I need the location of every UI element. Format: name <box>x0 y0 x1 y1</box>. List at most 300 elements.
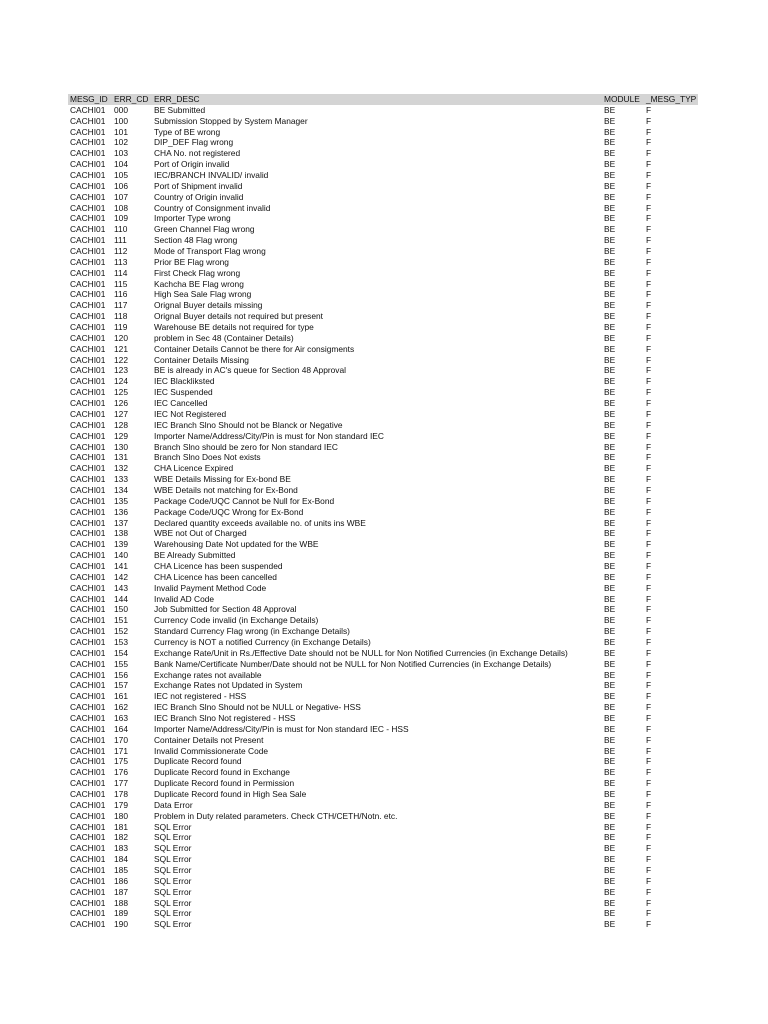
cell-mesg-typ: F <box>646 484 652 495</box>
cell-mesg-id: CACHI01 <box>70 799 106 810</box>
table-row <box>68 735 698 746</box>
cell-mesg-typ: F <box>646 604 652 615</box>
cell-module: BE <box>604 843 616 854</box>
cell-err-cd: 153 <box>114 636 128 647</box>
cell-mesg-id: CACHI01 <box>70 495 106 506</box>
cell-err-desc: CHA Licence has been cancelled <box>154 571 277 582</box>
cell-err-cd: 106 <box>114 180 128 191</box>
cell-module: BE <box>604 267 616 278</box>
cell-mesg-id: CACHI01 <box>70 354 106 365</box>
cell-module: BE <box>604 528 616 539</box>
cell-mesg-typ: F <box>646 398 652 409</box>
cell-module: BE <box>604 463 616 474</box>
cell-mesg-id: CACHI01 <box>70 658 106 669</box>
cell-module: BE <box>604 778 616 789</box>
table-row <box>68 463 698 474</box>
table-row <box>68 398 698 409</box>
cell-module: BE <box>604 658 616 669</box>
cell-module: BE <box>604 702 616 713</box>
cell-err-cd: 171 <box>114 745 128 756</box>
cell-mesg-id: CACHI01 <box>70 615 106 626</box>
cell-mesg-id: CACHI01 <box>70 376 106 387</box>
cell-err-cd: 135 <box>114 495 128 506</box>
cell-mesg-id: CACHI01 <box>70 745 106 756</box>
cell-err-cd: 183 <box>114 843 128 854</box>
header-err-cd: ERR_CD <box>114 94 149 104</box>
cell-err-cd: 189 <box>114 908 128 919</box>
cell-err-desc: Package Code/UQC Cannot be Null for Ex-Bond <box>154 495 335 506</box>
table-row <box>68 148 698 159</box>
cell-err-cd: 178 <box>114 789 128 799</box>
cell-module: BE <box>604 452 616 463</box>
cell-err-desc: Submission Stopped by System Manager <box>154 115 308 126</box>
cell-module: BE <box>604 767 616 778</box>
cell-err-cd: 175 <box>114 756 128 767</box>
cell-mesg-typ: F <box>646 908 652 919</box>
cell-mesg-id: CACHI01 <box>70 734 106 745</box>
cell-mesg-id: CACHI01 <box>70 626 106 637</box>
cell-mesg-typ: F <box>646 778 652 789</box>
cell-err-desc: Problem in Duty related parameters. Check CTH/CETH/Notn. etc. <box>154 810 398 821</box>
cell-err-desc: Duplicate Record found in Exchange <box>154 767 290 778</box>
cell-module: BE <box>604 712 616 723</box>
cell-mesg-typ: F <box>646 539 652 550</box>
cell-mesg-id: CACHI01 <box>70 387 106 398</box>
cell-err-desc: Port of Shipment invalid <box>154 180 243 191</box>
cell-mesg-id: CACHI01 <box>70 463 106 474</box>
cell-err-desc: IEC Blackliksted <box>154 376 215 387</box>
cell-module: BE <box>604 886 616 897</box>
cell-err-desc: IEC Cancelled <box>154 398 208 409</box>
cell-err-cd: 109 <box>114 213 128 224</box>
cell-mesg-typ: F <box>646 170 652 181</box>
cell-mesg-typ: F <box>646 322 652 333</box>
cell-module: BE <box>604 419 616 430</box>
header-module: MODULE <box>604 94 640 104</box>
cell-err-desc: Invalid AD Code <box>154 593 215 604</box>
cell-err-cd: 124 <box>114 376 128 387</box>
cell-mesg-typ: F <box>646 756 652 767</box>
cell-err-desc: Currency Code invalid (in Exchange Details) <box>154 615 319 626</box>
cell-module: BE <box>604 235 616 246</box>
cell-module: BE <box>604 213 616 224</box>
cell-err-cd: 130 <box>114 441 128 452</box>
cell-err-desc: Green Channel Flag wrong <box>154 224 255 235</box>
cell-mesg-id: CACHI01 <box>70 875 106 886</box>
cell-mesg-typ: F <box>646 213 652 224</box>
cell-module: BE <box>604 865 616 876</box>
cell-mesg-typ: F <box>646 528 652 539</box>
table-row <box>68 387 698 398</box>
cell-err-cd: 186 <box>114 875 128 886</box>
table-row <box>68 268 698 279</box>
cell-err-cd: 137 <box>114 517 128 528</box>
cell-mesg-typ: F <box>646 452 652 463</box>
table-row <box>68 409 698 420</box>
table-row <box>68 474 698 485</box>
cell-mesg-id: CACHI01 <box>70 571 106 582</box>
cell-mesg-typ: F <box>646 615 652 626</box>
table-row <box>68 789 698 800</box>
table-row <box>68 518 698 529</box>
cell-module: BE <box>604 137 616 148</box>
cell-mesg-typ: F <box>646 180 652 191</box>
table-row <box>68 756 698 767</box>
cell-err-desc: SQL Error <box>154 865 192 876</box>
cell-mesg-id: CACHI01 <box>70 398 106 409</box>
cell-mesg-typ: F <box>646 235 652 246</box>
cell-err-cd: 121 <box>114 343 128 354</box>
cell-err-cd: 142 <box>114 571 128 582</box>
cell-mesg-id: CACHI01 <box>70 137 106 148</box>
cell-module: BE <box>604 919 616 930</box>
cell-err-cd: 157 <box>114 680 128 691</box>
cell-mesg-id: CACHI01 <box>70 246 106 257</box>
cell-err-cd: 139 <box>114 539 128 550</box>
cell-mesg-id: CACHI01 <box>70 365 106 376</box>
cell-err-cd: 114 <box>114 267 128 278</box>
cell-module: BE <box>604 343 616 354</box>
cell-err-cd: 126 <box>114 398 128 409</box>
cell-mesg-id: CACHI01 <box>70 767 106 778</box>
cell-err-desc: SQL Error <box>154 886 192 897</box>
cell-module: BE <box>604 832 616 843</box>
table-row <box>68 822 698 833</box>
table-row <box>68 648 698 659</box>
table-row <box>68 811 698 822</box>
cell-module: BE <box>604 647 616 658</box>
table-row <box>68 919 698 930</box>
cell-mesg-typ: F <box>646 441 652 452</box>
cell-err-desc: Job Submitted for Section 48 Approval <box>154 604 297 615</box>
table-row <box>68 181 698 192</box>
cell-err-cd: 129 <box>114 430 128 441</box>
cell-err-desc: SQL Error <box>154 843 192 854</box>
cell-err-cd: 122 <box>114 354 128 365</box>
cell-err-desc: Orignal Buyer details missing <box>154 300 263 311</box>
cell-mesg-id: CACHI01 <box>70 723 106 734</box>
cell-mesg-typ: F <box>646 343 652 354</box>
cell-mesg-id: CACHI01 <box>70 484 106 495</box>
cell-mesg-typ: F <box>646 702 652 713</box>
table-row <box>68 442 698 453</box>
cell-err-cd: 101 <box>114 126 128 137</box>
cell-err-desc: IEC Branch Slno Not registered - HSS <box>154 712 296 723</box>
cell-module: BE <box>604 332 616 343</box>
cell-module: BE <box>604 311 616 322</box>
cell-err-desc: Branch Slno should be zero for Non standard IEC <box>154 441 338 452</box>
table-row <box>68 507 698 518</box>
cell-err-cd: 161 <box>114 691 128 702</box>
cell-err-desc: First Check Flag wrong <box>154 267 241 278</box>
table-row <box>68 702 698 713</box>
cell-module: BE <box>604 115 616 126</box>
cell-err-cd: 120 <box>114 332 128 343</box>
cell-mesg-id: CACHI01 <box>70 235 106 246</box>
cell-mesg-typ: F <box>646 387 652 398</box>
cell-err-cd: 185 <box>114 865 128 876</box>
cell-mesg-typ: F <box>646 104 652 115</box>
cell-module: BE <box>604 365 616 376</box>
cell-mesg-id: CACHI01 <box>70 289 106 300</box>
cell-err-desc: BE is already in AC's queue for Section 48 Approval <box>154 365 347 376</box>
table-row <box>68 127 698 138</box>
cell-err-desc: Exchange Rates not Updated in System <box>154 680 303 691</box>
cell-mesg-typ: F <box>646 159 652 170</box>
cell-err-cd: 150 <box>114 604 128 615</box>
table-row <box>68 203 698 214</box>
cell-err-desc: Importer Name/Address/City/Pin is must for Non standard IEC - HSS <box>154 723 409 734</box>
cell-mesg-typ: F <box>646 875 652 886</box>
cell-err-cd: 128 <box>114 419 128 430</box>
cell-err-cd: 116 <box>114 289 128 300</box>
cell-mesg-typ: F <box>646 289 652 300</box>
cell-mesg-id: CACHI01 <box>70 115 106 126</box>
table-row <box>68 257 698 268</box>
table-row <box>68 691 698 702</box>
cell-err-desc: Invalid Commissionerate Code <box>154 745 269 756</box>
cell-mesg-id: CACHI01 <box>70 789 106 799</box>
cell-mesg-typ: F <box>646 202 652 213</box>
cell-err-cd: 103 <box>114 148 128 159</box>
cell-mesg-typ: F <box>646 311 652 322</box>
cell-module: BE <box>604 626 616 637</box>
cell-module: BE <box>604 723 616 734</box>
table-row <box>68 420 698 431</box>
cell-mesg-id: CACHI01 <box>70 180 106 191</box>
cell-err-desc: Warehousing Date Not updated for the WBE <box>154 539 319 550</box>
table-row <box>68 431 698 442</box>
cell-module: BE <box>604 550 616 561</box>
cell-module: BE <box>604 484 616 495</box>
table-row <box>68 289 698 300</box>
cell-err-desc: Duplicate Record found in High Sea Sale <box>154 789 307 799</box>
table-row <box>68 854 698 865</box>
cell-mesg-id: CACHI01 <box>70 919 106 930</box>
table-row <box>68 887 698 898</box>
cell-module: BE <box>604 170 616 181</box>
cell-err-cd: 107 <box>114 191 128 202</box>
table-row <box>68 800 698 811</box>
cell-mesg-id: CACHI01 <box>70 256 106 267</box>
cell-err-desc: Package Code/UQC Wrong for Ex-Bond <box>154 506 304 517</box>
cell-mesg-id: CACHI01 <box>70 810 106 821</box>
cell-err-desc: WBE Details Missing for Ex-bond BE <box>154 474 291 485</box>
table-row <box>68 224 698 235</box>
cell-mesg-id: CACHI01 <box>70 126 106 137</box>
cell-mesg-typ: F <box>646 246 652 257</box>
cell-err-cd: 143 <box>114 582 128 593</box>
cell-mesg-id: CACHI01 <box>70 474 106 485</box>
cell-mesg-typ: F <box>646 224 652 235</box>
cell-mesg-typ: F <box>646 126 652 137</box>
cell-mesg-id: CACHI01 <box>70 539 106 550</box>
cell-err-cd: 155 <box>114 658 128 669</box>
table-row <box>68 376 698 387</box>
cell-module: BE <box>604 322 616 333</box>
cell-mesg-typ: F <box>646 680 652 691</box>
cell-err-desc: CHA Licence Expired <box>154 463 234 474</box>
cell-mesg-id: CACHI01 <box>70 854 106 865</box>
cell-mesg-id: CACHI01 <box>70 517 106 528</box>
cell-mesg-id: CACHI01 <box>70 843 106 854</box>
cell-err-desc: Standard Currency Flag wrong (in Exchange Details) <box>154 626 350 637</box>
cell-module: BE <box>604 354 616 365</box>
cell-mesg-id: CACHI01 <box>70 506 106 517</box>
cell-mesg-typ: F <box>646 919 652 930</box>
cell-mesg-typ: F <box>646 115 652 126</box>
cell-err-cd: 131 <box>114 452 128 463</box>
table-row <box>68 778 698 789</box>
cell-mesg-typ: F <box>646 821 652 832</box>
cell-mesg-id: CACHI01 <box>70 267 106 278</box>
table-row <box>68 528 698 539</box>
cell-err-desc: Importer Type wrong <box>154 213 231 224</box>
cell-err-desc: BE Submitted <box>154 104 206 115</box>
table-row <box>68 908 698 919</box>
cell-err-desc: Bank Name/Certificate Number/Date should not be NULL for Non Notified Currencies (in Exchange Details) <box>154 658 552 669</box>
cell-err-cd: 117 <box>114 300 128 311</box>
cell-mesg-id: CACHI01 <box>70 560 106 571</box>
table-row <box>68 898 698 909</box>
cell-err-cd: 187 <box>114 886 128 897</box>
cell-err-desc: Prior BE Flag wrong <box>154 256 229 267</box>
table-row <box>68 300 698 311</box>
cell-err-desc: Duplicate Record found <box>154 756 242 767</box>
table-row <box>68 767 698 778</box>
cell-mesg-id: CACHI01 <box>70 712 106 723</box>
table-row <box>68 550 698 561</box>
cell-err-cd: 151 <box>114 615 128 626</box>
cell-module: BE <box>604 789 616 799</box>
cell-err-cd: 123 <box>114 365 128 376</box>
cell-mesg-id: CACHI01 <box>70 550 106 561</box>
cell-mesg-id: CACHI01 <box>70 202 106 213</box>
cell-module: BE <box>604 875 616 886</box>
cell-mesg-id: CACHI01 <box>70 343 106 354</box>
cell-mesg-id: CACHI01 <box>70 311 106 322</box>
cell-mesg-typ: F <box>646 789 652 799</box>
cell-err-desc: WBE not Out of Charged <box>154 528 247 539</box>
cell-mesg-typ: F <box>646 832 652 843</box>
cell-module: BE <box>604 148 616 159</box>
cell-mesg-typ: F <box>646 571 652 582</box>
cell-err-desc: CHA Licence has been suspended <box>154 560 283 571</box>
cell-err-desc: SQL Error <box>154 832 192 843</box>
table-row <box>68 832 698 843</box>
cell-err-cd: 110 <box>114 224 128 235</box>
cell-mesg-id: CACHI01 <box>70 897 106 908</box>
table-row <box>68 746 698 757</box>
cell-module: BE <box>604 387 616 398</box>
cell-err-cd: 108 <box>114 202 128 213</box>
cell-mesg-typ: F <box>646 137 652 148</box>
cell-mesg-typ: F <box>646 734 652 745</box>
cell-err-cd: 180 <box>114 810 128 821</box>
cell-mesg-typ: F <box>646 419 652 430</box>
table-row <box>68 626 698 637</box>
cell-err-desc: SQL Error <box>154 897 192 908</box>
cell-err-desc: High Sea Sale Flag wrong <box>154 289 252 300</box>
cell-module: BE <box>604 191 616 202</box>
cell-mesg-typ: F <box>646 723 652 734</box>
cell-err-desc: IEC/BRANCH INVALID/ invalid <box>154 170 269 181</box>
cell-err-cd: 141 <box>114 560 128 571</box>
cell-err-cd: 000 <box>114 104 128 115</box>
cell-module: BE <box>604 821 616 832</box>
cell-mesg-typ: F <box>646 865 652 876</box>
cell-err-desc: Country of Consignment invalid <box>154 202 271 213</box>
cell-err-desc: IEC Branch Slno Should not be Blanck or Negative <box>154 419 343 430</box>
cell-mesg-typ: F <box>646 300 652 311</box>
cell-mesg-typ: F <box>646 560 652 571</box>
cell-mesg-id: CACHI01 <box>70 691 106 702</box>
table-row <box>68 572 698 583</box>
cell-mesg-id: CACHI01 <box>70 408 106 419</box>
cell-module: BE <box>604 202 616 213</box>
cell-mesg-typ: F <box>646 332 652 343</box>
cell-mesg-id: CACHI01 <box>70 104 106 115</box>
table-row <box>68 235 698 246</box>
cell-err-cd: 119 <box>114 322 128 333</box>
cell-mesg-id: CACHI01 <box>70 213 106 224</box>
cell-err-desc: Container Details not Present <box>154 734 264 745</box>
cell-err-cd: 132 <box>114 463 128 474</box>
table-row <box>68 279 698 290</box>
cell-module: BE <box>604 734 616 745</box>
table-row <box>68 594 698 605</box>
cell-mesg-id: CACHI01 <box>70 148 106 159</box>
cell-err-cd: 152 <box>114 626 128 637</box>
cell-mesg-typ: F <box>646 745 652 756</box>
cell-mesg-typ: F <box>646 647 652 658</box>
cell-err-cd: 118 <box>114 311 128 322</box>
table-row <box>68 680 698 691</box>
error-code-table <box>68 94 698 930</box>
cell-mesg-typ: F <box>646 810 652 821</box>
cell-mesg-id: CACHI01 <box>70 908 106 919</box>
cell-mesg-typ: F <box>646 191 652 202</box>
cell-mesg-typ: F <box>646 712 652 723</box>
cell-module: BE <box>604 278 616 289</box>
cell-err-desc: IEC Not Registered <box>154 408 227 419</box>
cell-err-desc: Container Details Missing <box>154 354 249 365</box>
cell-module: BE <box>604 506 616 517</box>
table-row <box>68 659 698 670</box>
cell-err-cd: 179 <box>114 799 128 810</box>
cell-err-cd: 133 <box>114 474 128 485</box>
table-row <box>68 159 698 170</box>
cell-mesg-typ: F <box>646 408 652 419</box>
table-row <box>68 843 698 854</box>
table-row <box>68 365 698 376</box>
cell-err-cd: 156 <box>114 669 128 680</box>
table-row <box>68 333 698 344</box>
cell-mesg-id: CACHI01 <box>70 191 106 202</box>
cell-module: BE <box>604 430 616 441</box>
cell-mesg-typ: F <box>646 278 652 289</box>
cell-mesg-id: CACHI01 <box>70 159 106 170</box>
table-row <box>68 713 698 724</box>
cell-module: BE <box>604 104 616 115</box>
cell-err-cd: 184 <box>114 854 128 865</box>
cell-mesg-typ: F <box>646 897 652 908</box>
cell-module: BE <box>604 560 616 571</box>
cell-mesg-id: CACHI01 <box>70 452 106 463</box>
cell-module: BE <box>604 582 616 593</box>
cell-err-cd: 182 <box>114 832 128 843</box>
cell-err-desc: DIP_DEF Flag wrong <box>154 137 234 148</box>
